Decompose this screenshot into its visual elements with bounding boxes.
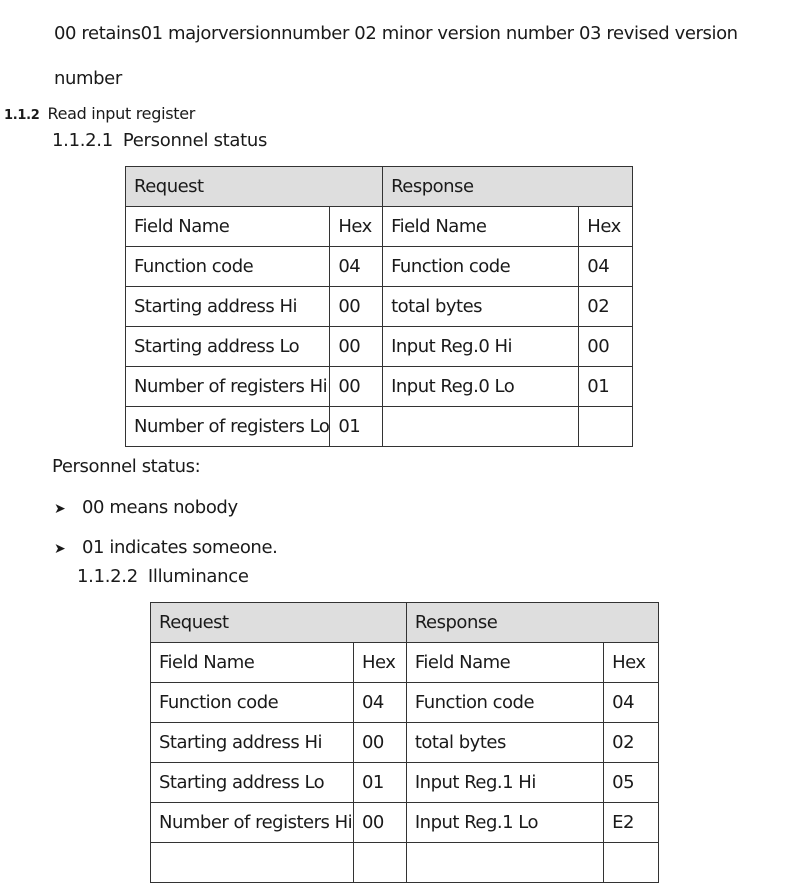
response-field: Function code [383, 247, 579, 287]
table-row [126, 327, 633, 367]
personnel-status-label: Personnel status: [52, 456, 201, 477]
bullet-item [54, 537, 277, 558]
illuminance-table [150, 602, 659, 883]
intro-line-1: 00 retains01 majorversionnumber 02 minor version number 03 revised version [54, 23, 738, 44]
column-header-row [151, 643, 659, 683]
column-header-hex: Hex [579, 207, 633, 247]
request-hex [353, 843, 406, 883]
request-field: Starting address Hi [151, 723, 354, 763]
response-hex: 02 [579, 287, 633, 327]
table-row [126, 247, 633, 287]
column-header-field: Field Name [126, 207, 330, 247]
response-field: total bytes [383, 287, 579, 327]
request-field: Starting address Hi [126, 287, 330, 327]
table-row [126, 287, 633, 327]
section-heading [4, 104, 195, 123]
illuminance-number: 1.1.2.2 [77, 566, 138, 587]
bullet-text: 00 means nobody [82, 497, 238, 518]
request-hex: 00 [330, 367, 383, 407]
request-hex: 01 [330, 407, 383, 447]
arrow-bullet-icon: ➤ [54, 501, 66, 517]
request-field: Starting address Lo [151, 763, 354, 803]
response-header: Response [383, 167, 633, 207]
response-field: Function code [406, 683, 603, 723]
request-hex: 00 [330, 327, 383, 367]
request-field: Number of registers Hi [151, 803, 354, 843]
response-field: Input Reg.0 Lo [383, 367, 579, 407]
request-header: Request [126, 167, 383, 207]
response-field: total bytes [406, 723, 603, 763]
bullet-text: 01 indicates someone. [82, 537, 278, 558]
personnel-heading [52, 130, 267, 151]
request-hex: 00 [353, 723, 406, 763]
column-header-hex: Hex [330, 207, 383, 247]
request-hex: 04 [330, 247, 383, 287]
personnel-table [125, 166, 633, 447]
request-hex: 00 [330, 287, 383, 327]
table-header-row [126, 167, 633, 207]
response-field [406, 843, 603, 883]
column-header-hex: Hex [353, 643, 406, 683]
intro-line-2: number [54, 68, 122, 89]
response-hex: 04 [579, 247, 633, 287]
table-row [151, 683, 659, 723]
section-title: Read input register [47, 104, 196, 123]
bullet-item [54, 497, 238, 518]
table-row [151, 843, 659, 883]
table-row [151, 763, 659, 803]
illuminance-title: Illuminance [147, 566, 249, 587]
illuminance-heading [77, 566, 249, 587]
column-header-hex: Hex [604, 643, 659, 683]
table-row [126, 367, 633, 407]
column-header-row [126, 207, 633, 247]
request-field: Function code [126, 247, 330, 287]
request-field: Number of registers Lo [126, 407, 330, 447]
table-row [151, 803, 659, 843]
response-hex: 00 [579, 327, 633, 367]
response-field: Input Reg.1 Lo [406, 803, 603, 843]
response-field [383, 407, 579, 447]
arrow-bullet-icon: ➤ [54, 541, 66, 557]
response-hex: E2 [604, 803, 659, 843]
response-hex: 05 [604, 763, 659, 803]
request-field: Number of registers Hi [126, 367, 330, 407]
response-hex [579, 407, 633, 447]
request-hex: 04 [353, 683, 406, 723]
request-field [151, 843, 354, 883]
table-header-row [151, 603, 659, 643]
request-field: Function code [151, 683, 354, 723]
personnel-title: Personnel status [122, 130, 268, 151]
response-hex: 04 [604, 683, 659, 723]
response-field: Input Reg.1 Hi [406, 763, 603, 803]
personnel-number: 1.1.2.1 [52, 130, 113, 151]
table-row [126, 407, 633, 447]
column-header-field: Field Name [151, 643, 354, 683]
response-field: Input Reg.0 Hi [383, 327, 579, 367]
request-field: Starting address Lo [126, 327, 330, 367]
request-hex: 01 [353, 763, 406, 803]
response-hex: 02 [604, 723, 659, 763]
request-header: Request [151, 603, 407, 643]
column-header-field: Field Name [406, 643, 603, 683]
response-hex: 01 [579, 367, 633, 407]
section-number: 1.1.2 [4, 108, 40, 123]
table-row [151, 723, 659, 763]
column-header-field: Field Name [383, 207, 579, 247]
request-hex: 00 [353, 803, 406, 843]
response-header: Response [406, 603, 658, 643]
response-hex [604, 843, 659, 883]
